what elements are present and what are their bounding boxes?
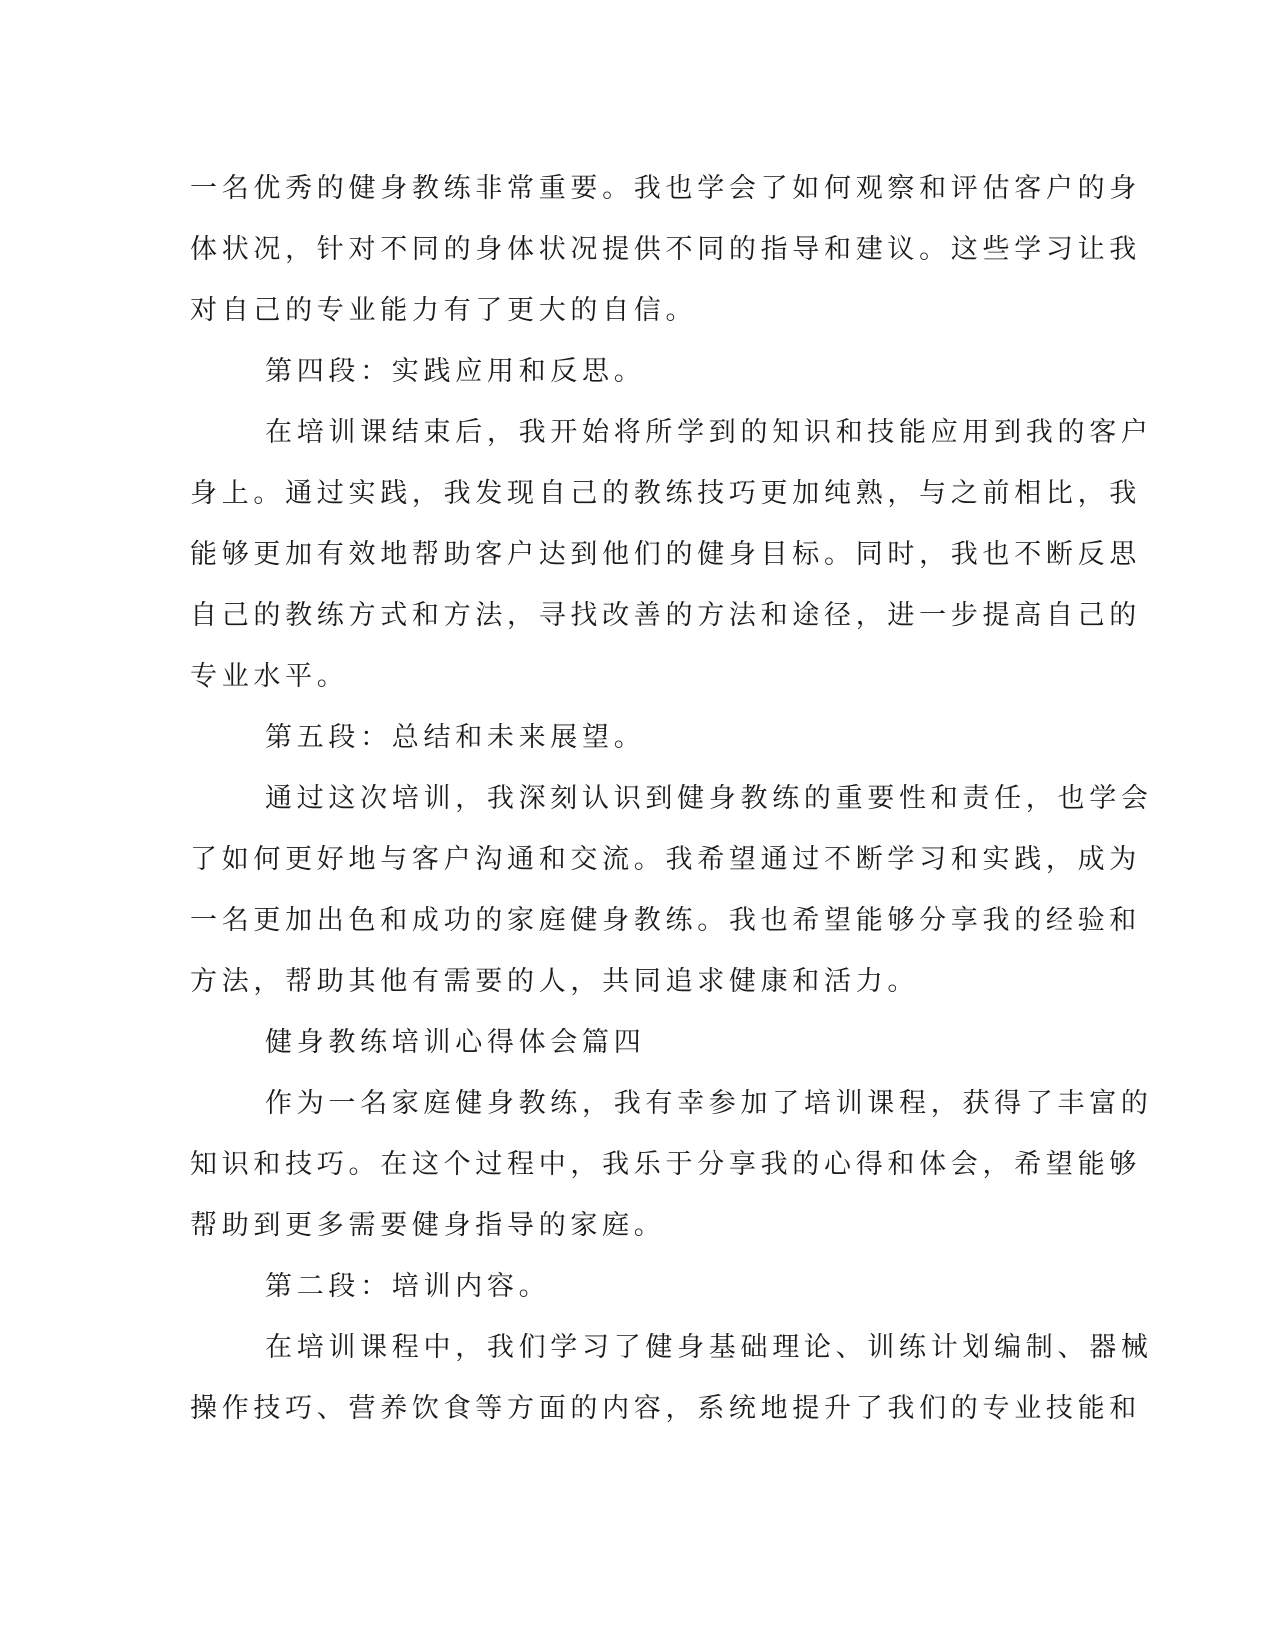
section-heading-2: 第二段：培训内容。 (265, 1271, 551, 1302)
text-line: 操作技巧、营养饮食等方面的内容，系统地提升了我们的专业技能和 (190, 1393, 1141, 1424)
paragraph-first-line: 在培训课程中，我们学习了健身基础理论、训练计划编制、器械 (265, 1332, 1153, 1363)
text-line: 对自己的专业能力有了更大的自信。 (190, 295, 698, 326)
text-line: 了如何更好地与客户沟通和交流。我希望通过不断学习和实践，成为 (190, 844, 1141, 875)
paragraph-first-line: 作为一名家庭健身教练，我有幸参加了培训课程，获得了丰富的 (265, 1088, 1153, 1119)
paragraph-first-line: 通过这次培训，我深刻认识到健身教练的重要性和责任，也学会 (265, 783, 1153, 814)
text-line: 能够更加有效地帮助客户达到他们的健身目标。同时，我也不断反思 (190, 539, 1141, 570)
text-line: 方法，帮助其他有需要的人，共同追求健康和活力。 (190, 966, 920, 997)
text-line: 知识和技巧。在这个过程中，我乐于分享我的心得和体会，希望能够 (190, 1149, 1141, 1180)
section-heading-5: 第五段：总结和未来展望。 (265, 722, 646, 753)
text-line: 一名更加出色和成功的家庭健身教练。我也希望能够分享我的经验和 (190, 905, 1141, 936)
text-line: 帮助到更多需要健身指导的家庭。 (190, 1210, 666, 1241)
section-heading-4: 第四段：实践应用和反思。 (265, 356, 646, 387)
text-line: 身上。通过实践，我发现自己的教练技巧更加纯熟，与之前相比，我 (190, 478, 1141, 509)
text-line: 一名优秀的健身教练非常重要。我也学会了如何观察和评估客户的身 (190, 173, 1141, 204)
text-line: 体状况，针对不同的身体状况提供不同的指导和建议。这些学习让我 (190, 234, 1141, 265)
text-line: 专业水平。 (190, 661, 349, 692)
paragraph-first-line: 在培训课结束后，我开始将所学到的知识和技能应用到我的客户 (265, 417, 1153, 448)
document-body (190, 158, 1153, 1439)
article-title: 健身教练培训心得体会篇四 (265, 1027, 646, 1058)
text-line: 自己的教练方式和方法，寻找改善的方法和途径，进一步提高自己的 (190, 600, 1141, 631)
